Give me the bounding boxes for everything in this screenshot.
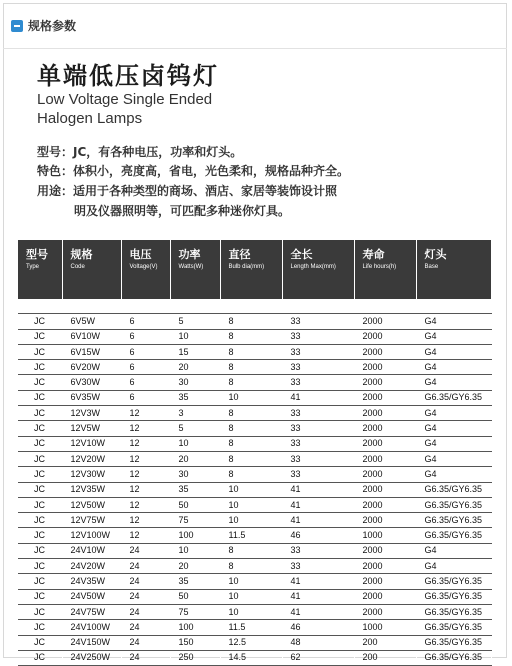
model-description: 型号：JC，有各种电压，功率和灯头。 bbox=[37, 145, 243, 159]
usage-description-line1: 用途：适用于各种类型的商场、酒店、家居等装饰设计照 bbox=[37, 184, 338, 198]
table-cell: JC bbox=[18, 482, 62, 497]
table-cell: G6.35/GY6.35 bbox=[416, 497, 491, 512]
table-cell: G6.35/GY6.35 bbox=[416, 589, 491, 604]
table-cell: 33 bbox=[282, 451, 354, 466]
table-cell: 75 bbox=[170, 604, 220, 619]
table-cell: 24V150W bbox=[62, 635, 121, 650]
table-cell: 2000 bbox=[354, 375, 416, 390]
table-cell: 33 bbox=[282, 344, 354, 359]
table-cell: 10 bbox=[220, 574, 282, 589]
table-cell: 12V100W bbox=[62, 528, 121, 543]
table-row bbox=[18, 360, 491, 375]
table-cell: G6.35/GY6.35 bbox=[416, 574, 491, 589]
table-cell: 6 bbox=[121, 390, 170, 405]
table-cell: 24V10W bbox=[62, 543, 121, 558]
table-cell: G6.35/GY6.35 bbox=[416, 620, 491, 635]
table-row bbox=[18, 375, 491, 390]
table-cell: 50 bbox=[170, 497, 220, 512]
table-cell: 8 bbox=[220, 559, 282, 574]
header-label-cn: 规格 bbox=[70, 248, 93, 261]
table-cell: 41 bbox=[282, 574, 354, 589]
header-label-en: Code bbox=[70, 264, 85, 270]
table-cell: 8 bbox=[220, 375, 282, 390]
collapse-icon[interactable] bbox=[11, 20, 23, 32]
table-cell: JC bbox=[18, 497, 62, 512]
table-header-cell bbox=[18, 240, 62, 299]
table-cell: 75 bbox=[170, 513, 220, 528]
table-cell: G4 bbox=[416, 467, 491, 482]
header-label-en: Life hours(h) bbox=[362, 264, 397, 270]
table-cell: 12V10W bbox=[62, 436, 121, 451]
table-cell: 2000 bbox=[354, 406, 416, 421]
table-cell: 10 bbox=[170, 436, 220, 451]
table-cell: 2000 bbox=[354, 604, 416, 619]
section-title: 规格参数 bbox=[28, 19, 77, 33]
table-cell: G6.35/GY6.35 bbox=[416, 390, 491, 405]
spec-table bbox=[18, 240, 492, 666]
table-header-cell bbox=[121, 240, 170, 299]
table-cell: 10 bbox=[170, 329, 220, 344]
table-cell: JC bbox=[18, 574, 62, 589]
product-title-en bbox=[37, 90, 212, 128]
table-cell: G4 bbox=[416, 451, 491, 466]
table-cell: 41 bbox=[282, 497, 354, 512]
table-cell: 12V35W bbox=[62, 482, 121, 497]
table-row bbox=[18, 620, 491, 635]
table-cell: G4 bbox=[416, 421, 491, 436]
table-cell: G4 bbox=[416, 406, 491, 421]
table-cell: G6.35/GY6.35 bbox=[416, 482, 491, 497]
table-cell: 12V30W bbox=[62, 467, 121, 482]
table-cell: 2000 bbox=[354, 451, 416, 466]
table-cell: 35 bbox=[170, 390, 220, 405]
table-cell: 24V75W bbox=[62, 604, 121, 619]
table-cell: JC bbox=[18, 543, 62, 558]
table-cell: 2000 bbox=[354, 314, 416, 329]
table-cell: 24 bbox=[121, 620, 170, 635]
header-label-en: Type bbox=[26, 264, 40, 270]
table-cell: 12 bbox=[121, 467, 170, 482]
table-cell: 33 bbox=[282, 329, 354, 344]
table-cell: 12 bbox=[121, 436, 170, 451]
table-cell: 2000 bbox=[354, 467, 416, 482]
table-cell: 100 bbox=[170, 620, 220, 635]
table-cell: 10 bbox=[220, 390, 282, 405]
table-cell: 41 bbox=[282, 589, 354, 604]
table-cell: 41 bbox=[282, 513, 354, 528]
table-cell: 12 bbox=[121, 451, 170, 466]
table-body bbox=[18, 299, 491, 666]
table-header-cell bbox=[220, 240, 282, 299]
table-cell: JC bbox=[18, 344, 62, 359]
table-cell: 48 bbox=[282, 635, 354, 650]
table-row bbox=[18, 528, 491, 543]
table-cell: JC bbox=[18, 513, 62, 528]
table-cell: 2000 bbox=[354, 390, 416, 405]
table-cell: 8 bbox=[220, 344, 282, 359]
usage-description-line2: 明及仪器照明等，可匹配多种迷你灯具。 bbox=[74, 204, 291, 218]
table-cell: 5 bbox=[170, 314, 220, 329]
table-cell: 24 bbox=[121, 650, 170, 665]
header-label-cn: 直径 bbox=[228, 248, 251, 261]
table-cell: G4 bbox=[416, 543, 491, 558]
table-cell: G4 bbox=[416, 375, 491, 390]
table-cell: 24 bbox=[121, 559, 170, 574]
table-row bbox=[18, 635, 491, 650]
table-cell: 250 bbox=[170, 650, 220, 665]
table-row bbox=[18, 559, 491, 574]
spacer-cell bbox=[18, 299, 491, 314]
header-label-cn: 全长 bbox=[290, 248, 313, 261]
table-cell: 12 bbox=[121, 421, 170, 436]
table-cell: 20 bbox=[170, 559, 220, 574]
table-cell: 8 bbox=[220, 451, 282, 466]
table-cell: 33 bbox=[282, 421, 354, 436]
table-cell: 24V250W bbox=[62, 650, 121, 665]
table-cell: 11.5 bbox=[220, 620, 282, 635]
table-row bbox=[18, 436, 491, 451]
table-cell: 12 bbox=[121, 406, 170, 421]
table-cell: 1000 bbox=[354, 620, 416, 635]
table-header-cell bbox=[416, 240, 491, 299]
header-label-en: Base bbox=[424, 264, 439, 270]
table-cell: JC bbox=[18, 406, 62, 421]
table-cell: 33 bbox=[282, 406, 354, 421]
table-cell: G6.35/GY6.35 bbox=[416, 650, 491, 665]
table-cell: 6V35W bbox=[62, 390, 121, 405]
table-cell: 24V100W bbox=[62, 620, 121, 635]
table-cell: 24 bbox=[121, 543, 170, 558]
table-cell: 12V75W bbox=[62, 513, 121, 528]
table-cell: 8 bbox=[220, 406, 282, 421]
table-cell: JC bbox=[18, 589, 62, 604]
table-cell: 15 bbox=[170, 344, 220, 359]
table-cell: 12 bbox=[121, 497, 170, 512]
table-cell: 2000 bbox=[354, 497, 416, 512]
table-cell: JC bbox=[18, 329, 62, 344]
table-cell: 24 bbox=[121, 589, 170, 604]
table-cell: 24 bbox=[121, 604, 170, 619]
table-row bbox=[18, 329, 491, 344]
table-cell: 6 bbox=[121, 344, 170, 359]
table-cell: 6V30W bbox=[62, 375, 121, 390]
table-cell: 100 bbox=[170, 528, 220, 543]
table-cell: 46 bbox=[282, 620, 354, 635]
table-cell: 20 bbox=[170, 360, 220, 375]
header-label-en: Voltage(V) bbox=[129, 264, 158, 270]
table-cell: JC bbox=[18, 635, 62, 650]
header-label-cn: 寿命 bbox=[362, 248, 385, 261]
table-cell: 2000 bbox=[354, 574, 416, 589]
header-label-en: Watts(W) bbox=[178, 264, 204, 270]
table-cell: G6.35/GY6.35 bbox=[416, 528, 491, 543]
table-row bbox=[18, 467, 491, 482]
table-cell: 2000 bbox=[354, 589, 416, 604]
table-cell: 6V20W bbox=[62, 360, 121, 375]
table-header-cell bbox=[354, 240, 416, 299]
table-cell: 8 bbox=[220, 314, 282, 329]
table-row bbox=[18, 513, 491, 528]
table-cell: JC bbox=[18, 360, 62, 375]
table-cell: 1000 bbox=[354, 528, 416, 543]
table-cell: JC bbox=[18, 451, 62, 466]
table-cell: 200 bbox=[354, 650, 416, 665]
table-cell: 20 bbox=[170, 451, 220, 466]
table-cell: 2000 bbox=[354, 482, 416, 497]
table-cell: JC bbox=[18, 314, 62, 329]
feature-description: 特色：体积小，亮度高，省电，光色柔和，规格品种齐全。 bbox=[37, 164, 350, 178]
table-cell: 10 bbox=[220, 513, 282, 528]
table-row bbox=[18, 451, 491, 466]
table-cell: 12V3W bbox=[62, 406, 121, 421]
table-cell: 6 bbox=[121, 360, 170, 375]
table-cell: JC bbox=[18, 467, 62, 482]
table-cell: 10 bbox=[220, 482, 282, 497]
table-cell: 24V50W bbox=[62, 589, 121, 604]
product-title-en-line2: Halogen Lamps bbox=[37, 110, 143, 127]
header-label-en: Bulb dia(mm) bbox=[228, 264, 265, 270]
table-cell: 14.5 bbox=[220, 650, 282, 665]
table-cell: JC bbox=[18, 390, 62, 405]
table-cell: 200 bbox=[354, 635, 416, 650]
table-cell: JC bbox=[18, 650, 62, 665]
product-title-en-line1: Low Voltage Single Ended bbox=[37, 91, 213, 108]
table-cell: 6 bbox=[121, 314, 170, 329]
table-header-cell bbox=[282, 240, 354, 299]
table-row bbox=[18, 650, 491, 665]
table-cell: 2000 bbox=[354, 329, 416, 344]
table-cell: 35 bbox=[170, 574, 220, 589]
header-label-en: Length Max(mm) bbox=[290, 264, 336, 270]
table-cell: JC bbox=[18, 421, 62, 436]
table-cell: 35 bbox=[170, 482, 220, 497]
table-cell: 24V20W bbox=[62, 559, 121, 574]
table-cell: 12 bbox=[121, 482, 170, 497]
table-cell: 5 bbox=[170, 421, 220, 436]
table-row bbox=[18, 604, 491, 619]
table-cell: JC bbox=[18, 375, 62, 390]
table-cell: G4 bbox=[416, 360, 491, 375]
table-cell: JC bbox=[18, 604, 62, 619]
table-cell: 6V10W bbox=[62, 329, 121, 344]
table-cell: 8 bbox=[220, 360, 282, 375]
table-cell: G6.35/GY6.35 bbox=[416, 604, 491, 619]
table-cell: 2000 bbox=[354, 360, 416, 375]
table-cell: 8 bbox=[220, 329, 282, 344]
table-cell: G6.35/GY6.35 bbox=[416, 635, 491, 650]
table-cell: 8 bbox=[220, 421, 282, 436]
table-cell: 10 bbox=[220, 604, 282, 619]
table-cell: 8 bbox=[220, 436, 282, 451]
table-cell: 41 bbox=[282, 604, 354, 619]
table-row bbox=[18, 589, 491, 604]
table-cell: G4 bbox=[416, 344, 491, 359]
table-row bbox=[18, 421, 491, 436]
table-cell: 33 bbox=[282, 436, 354, 451]
table-cell: 24 bbox=[121, 574, 170, 589]
table-cell: 12 bbox=[121, 528, 170, 543]
header-label-cn: 功率 bbox=[178, 248, 201, 261]
table-row bbox=[18, 344, 491, 359]
table-cell: 46 bbox=[282, 528, 354, 543]
table-cell: 62 bbox=[282, 650, 354, 665]
table-cell: 3 bbox=[170, 406, 220, 421]
table-cell: JC bbox=[18, 620, 62, 635]
table-cell: G4 bbox=[416, 436, 491, 451]
table-header-cell bbox=[62, 240, 121, 299]
table-row bbox=[18, 574, 491, 589]
table-cell: 10 bbox=[220, 497, 282, 512]
table-cell: 33 bbox=[282, 360, 354, 375]
header-label-cn: 电压 bbox=[129, 248, 152, 261]
table-cell: 24 bbox=[121, 635, 170, 650]
section-header bbox=[3, 3, 507, 49]
table-cell: 8 bbox=[220, 543, 282, 558]
table-cell: 6V5W bbox=[62, 314, 121, 329]
table-cell: JC bbox=[18, 559, 62, 574]
table-cell: 12V20W bbox=[62, 451, 121, 466]
table-cell: 12V5W bbox=[62, 421, 121, 436]
table-cell: 6 bbox=[121, 375, 170, 390]
table-header-cell bbox=[170, 240, 220, 299]
table-cell: 33 bbox=[282, 543, 354, 558]
table-cell: 2000 bbox=[354, 543, 416, 558]
table-row bbox=[18, 543, 491, 558]
table-cell: 6V15W bbox=[62, 344, 121, 359]
table-cell: G4 bbox=[416, 329, 491, 344]
table-cell: 2000 bbox=[354, 513, 416, 528]
table-cell: 41 bbox=[282, 390, 354, 405]
table-row bbox=[18, 497, 491, 512]
table-header-row bbox=[18, 240, 491, 299]
table-row bbox=[18, 406, 491, 421]
table-spacer-row bbox=[18, 299, 491, 314]
table-cell: JC bbox=[18, 436, 62, 451]
table-cell: 10 bbox=[220, 589, 282, 604]
table-cell: 33 bbox=[282, 314, 354, 329]
table-cell: 41 bbox=[282, 482, 354, 497]
table-row bbox=[18, 314, 491, 329]
table-cell: 33 bbox=[282, 559, 354, 574]
table-cell: 11.5 bbox=[220, 528, 282, 543]
table-cell: 2000 bbox=[354, 344, 416, 359]
table-cell: 150 bbox=[170, 635, 220, 650]
header-label-cn: 型号 bbox=[26, 248, 48, 261]
table-cell: 12.5 bbox=[220, 635, 282, 650]
table-cell: G4 bbox=[416, 314, 491, 329]
table-cell: 10 bbox=[170, 543, 220, 558]
table-cell: 33 bbox=[282, 375, 354, 390]
table-row bbox=[18, 390, 491, 405]
table-row bbox=[18, 482, 491, 497]
table-cell: 24V35W bbox=[62, 574, 121, 589]
table-cell: G6.35/GY6.35 bbox=[416, 513, 491, 528]
table-cell: 30 bbox=[170, 467, 220, 482]
table-cell: G4 bbox=[416, 559, 491, 574]
table-cell: 8 bbox=[220, 467, 282, 482]
table-cell: JC bbox=[18, 528, 62, 543]
table-cell: 2000 bbox=[354, 421, 416, 436]
table-cell: 2000 bbox=[354, 559, 416, 574]
header-label-cn: 灯头 bbox=[424, 248, 447, 261]
table-cell: 50 bbox=[170, 589, 220, 604]
table-cell: 33 bbox=[282, 467, 354, 482]
table-cell: 12V50W bbox=[62, 497, 121, 512]
table-cell: 2000 bbox=[354, 436, 416, 451]
table-cell: 6 bbox=[121, 329, 170, 344]
product-title-cn: 单端低压卤钨灯 bbox=[37, 62, 219, 90]
table-cell: 12 bbox=[121, 513, 170, 528]
table-cell: 30 bbox=[170, 375, 220, 390]
